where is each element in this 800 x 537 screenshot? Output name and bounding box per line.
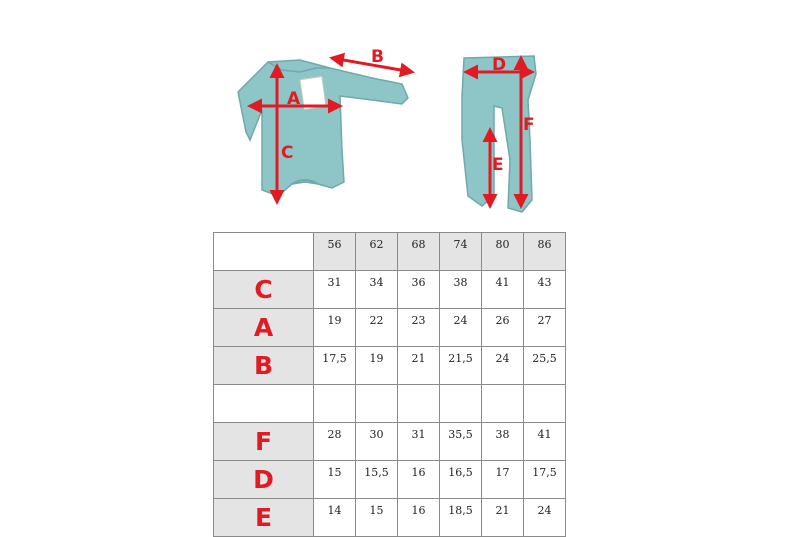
table-cell: 26 <box>482 309 524 347</box>
table-cell: 21 <box>398 347 440 385</box>
table-cell: 30 <box>356 423 398 461</box>
row-letter: B <box>214 347 314 385</box>
size-header-cell: 80 <box>482 233 524 271</box>
label-f: F <box>523 115 535 135</box>
table-cell: 24 <box>524 499 566 537</box>
table-cell: 41 <box>524 423 566 461</box>
table-cell: 27 <box>524 309 566 347</box>
table-cell: 31 <box>398 423 440 461</box>
table-cell: 17,5 <box>314 347 356 385</box>
row-letter: A <box>214 309 314 347</box>
table-cell: 19 <box>356 347 398 385</box>
table-row <box>214 347 566 385</box>
row-letter <box>214 385 314 423</box>
table-cell: 38 <box>482 423 524 461</box>
label-b: B <box>371 47 384 67</box>
table-cell: 41 <box>482 271 524 309</box>
label-c: C <box>281 143 294 163</box>
size-header-row <box>214 233 566 271</box>
table-cell: 16,5 <box>440 461 482 499</box>
size-header-cell: 68 <box>398 233 440 271</box>
size-header-cell: 74 <box>440 233 482 271</box>
size-header-cell: 56 <box>314 233 356 271</box>
table-cell <box>356 385 398 423</box>
table-cell: 43 <box>524 271 566 309</box>
table-cell <box>482 385 524 423</box>
table-cell <box>398 385 440 423</box>
row-letter: F <box>214 423 314 461</box>
row-letter: C <box>214 271 314 309</box>
table-cell: 16 <box>398 499 440 537</box>
corner-cell <box>214 233 314 271</box>
table-cell: 25,5 <box>524 347 566 385</box>
table-cell: 19 <box>314 309 356 347</box>
table-cell <box>314 385 356 423</box>
table-cell: 15 <box>356 499 398 537</box>
label-a: A <box>287 89 301 109</box>
table-cell: 18,5 <box>440 499 482 537</box>
label-e: E <box>492 155 504 175</box>
table-cell: 17,5 <box>524 461 566 499</box>
table-row <box>214 423 566 461</box>
garment-illustration <box>0 0 800 225</box>
bodysuit-image <box>238 60 408 196</box>
table-row <box>214 271 566 309</box>
table-cell: 31 <box>314 271 356 309</box>
table-row-spacer <box>214 385 566 423</box>
table-cell: 22 <box>356 309 398 347</box>
table-cell: 21 <box>482 499 524 537</box>
table-cell: 24 <box>440 309 482 347</box>
table-cell: 23 <box>398 309 440 347</box>
table-cell: 21,5 <box>440 347 482 385</box>
table-cell: 38 <box>440 271 482 309</box>
size-chart-table <box>213 232 566 537</box>
row-letter: D <box>214 461 314 499</box>
size-header-cell: 62 <box>356 233 398 271</box>
tag-label <box>300 77 326 110</box>
table-cell: 15,5 <box>356 461 398 499</box>
table-cell: 15 <box>314 461 356 499</box>
table-row <box>214 461 566 499</box>
table-cell: 17 <box>482 461 524 499</box>
table-row <box>214 309 566 347</box>
table-cell: 16 <box>398 461 440 499</box>
table-cell: 24 <box>482 347 524 385</box>
table-row <box>214 499 566 537</box>
row-letter: E <box>214 499 314 537</box>
table-cell <box>440 385 482 423</box>
size-header-cell: 86 <box>524 233 566 271</box>
table-cell: 36 <box>398 271 440 309</box>
table-cell: 28 <box>314 423 356 461</box>
table-cell: 34 <box>356 271 398 309</box>
table-cell: 14 <box>314 499 356 537</box>
label-d: D <box>492 55 507 75</box>
table-cell: 35,5 <box>440 423 482 461</box>
table-cell <box>524 385 566 423</box>
